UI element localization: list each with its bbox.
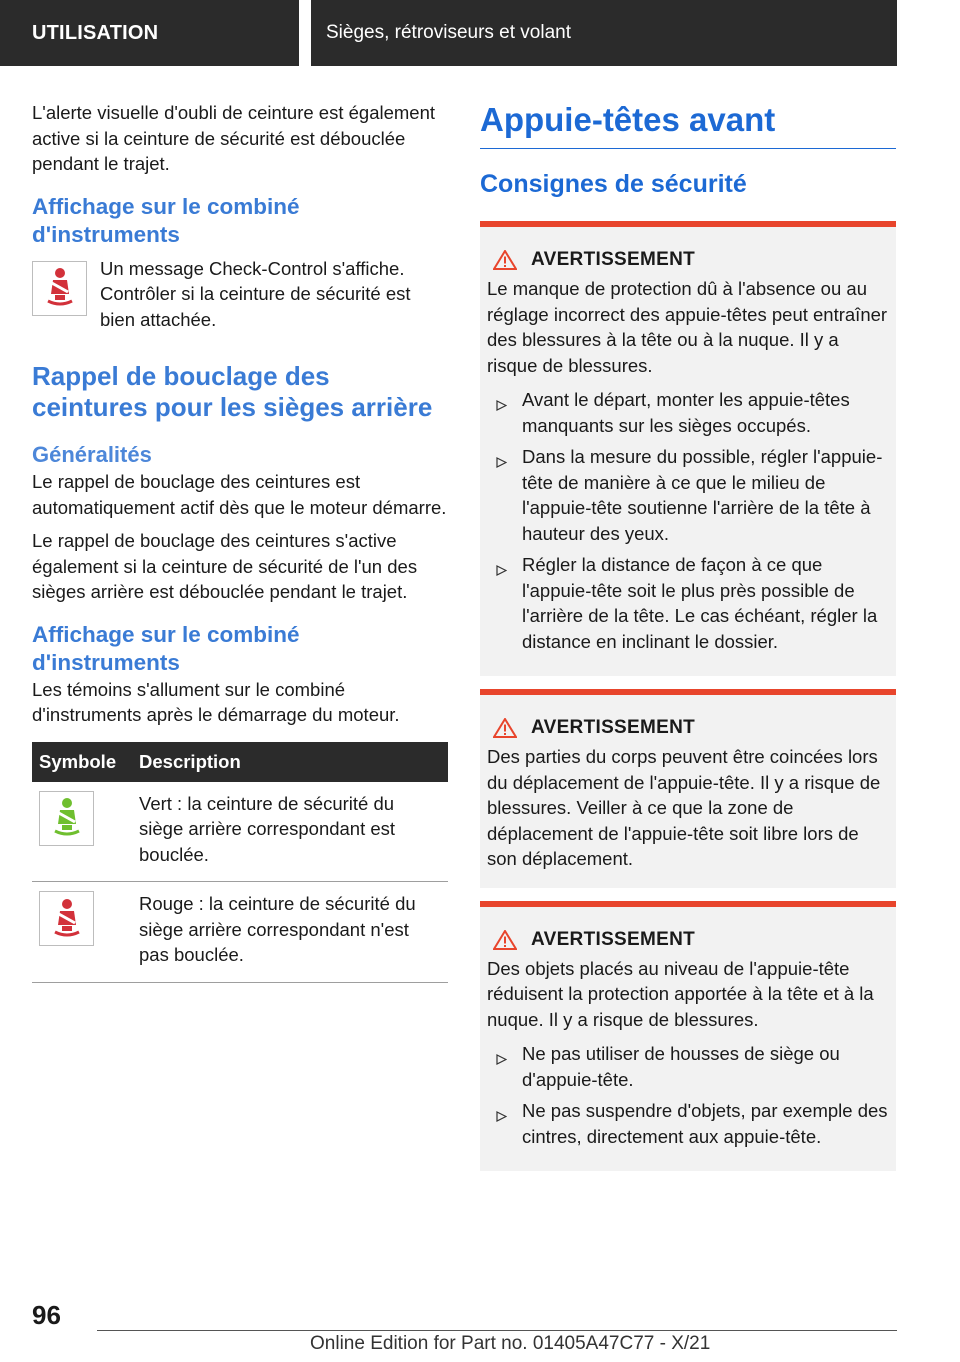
list-item: Ne pas suspendre d'objets, par exemple des cintres, directement aux appuie-tête. bbox=[487, 1098, 889, 1149]
general-paragraph-1: Le rappel de bouclage des ceintures est automatiquement actif dès que le moteur démarre. bbox=[32, 471, 447, 518]
edition-text: Online Edition for Part no. 01405A47C77 - X/21 bbox=[310, 1333, 711, 1354]
seatbelt-green-icon bbox=[39, 791, 94, 846]
seatbelt-red-icon bbox=[39, 891, 94, 946]
warning-text: Le manque de protection dû à l'absence ou au réglage incorrect des appuie-têtes peut entraîner des blessures à la tête ou à la nuque. Il y a risque de blessures. bbox=[487, 278, 888, 376]
symbol-cell bbox=[32, 782, 132, 882]
warning-box-1 bbox=[480, 221, 896, 676]
warning-header bbox=[487, 929, 889, 951]
column-header-symbol: Symbole bbox=[32, 742, 132, 782]
column-header-description: Description bbox=[132, 742, 448, 782]
right-column bbox=[480, 100, 896, 1171]
display-heading-2: Affichage sur le combiné d'instruments bbox=[32, 621, 300, 675]
bullet-triangle-icon bbox=[496, 1046, 507, 1072]
description-cell: Vert : la ceinture de sécurité du siège arrière correspondant est bouclée. bbox=[132, 782, 448, 882]
warning-triangle-icon bbox=[493, 718, 517, 738]
warning-triangle-icon bbox=[493, 250, 517, 270]
warning-triangle-icon bbox=[493, 930, 517, 950]
warning-box-3 bbox=[480, 901, 896, 1172]
left-column bbox=[32, 100, 448, 983]
warning-label: AVERTISSEMENT bbox=[531, 928, 696, 950]
check-control-row bbox=[32, 256, 448, 333]
display-text-2: Les témoins s'allument sur le combiné d'instruments après le démarrage du moteur. bbox=[32, 678, 400, 725]
description-cell: Rouge : la ceinture de sécurité du siège arrière correspondant n'est pas bouclée. bbox=[132, 882, 448, 983]
warning-text: Des parties du corps peuvent être coincées lors du déplacement de l'appuie-tête. Il y a risque de blessures. Veiller à ce que la zone de déplacement de l'appuie-tête soit libre lors de son déplacement. bbox=[487, 746, 881, 869]
table-row bbox=[32, 782, 448, 882]
list-item: Dans la mesure du possible, régler l'appuie-tête de manière à ce que le milieu de l'appuie-tête soutienne l'arrière de la tête à hauteur des yeux. bbox=[487, 444, 889, 546]
general-heading: Généralités bbox=[32, 442, 152, 467]
warning-header bbox=[487, 249, 889, 271]
footer-divider bbox=[97, 1330, 897, 1331]
page-header bbox=[0, 0, 960, 66]
warning-box-2 bbox=[480, 689, 896, 888]
section-subtitle: Consignes de sécurité bbox=[480, 170, 747, 198]
symbol-cell bbox=[32, 882, 132, 983]
table-header-row bbox=[32, 742, 448, 782]
rear-reminder-heading: Rappel de bouclage des ceintures pour les sièges arrière bbox=[32, 361, 433, 422]
bullet-triangle-icon bbox=[496, 392, 507, 418]
warning-header bbox=[487, 717, 889, 739]
warning-label: AVERTISSEMENT bbox=[531, 249, 696, 270]
list-item: Régler la distance de façon à ce que l'appuie-tête soit le plus près possible de l'arrière de la tête. Le cas échéant, régler la distance en inclinant le dossier. bbox=[487, 552, 889, 654]
symbol-table bbox=[32, 742, 448, 983]
bullet-triangle-icon bbox=[496, 1103, 507, 1129]
seatbelt-red-icon bbox=[32, 261, 87, 316]
list-item: Avant le départ, monter les appuie-têtes manquants sur les sièges occupés. bbox=[487, 387, 889, 438]
page-number: 96 bbox=[32, 1300, 61, 1330]
warning-text: Des objets placés au niveau de l'appuie-tête réduisent la protection apportée à la tête et à la nuque. Il y a risque de blessures. bbox=[487, 957, 874, 1030]
list-item: Ne pas utiliser de housses de siège ou d'appuie-tête. bbox=[487, 1041, 889, 1092]
warning-label: AVERTISSEMENT bbox=[531, 717, 696, 738]
chapter-tab: Sièges, rétroviseurs et volant bbox=[311, 0, 897, 66]
intro-paragraph: L'alerte visuelle d'oubli de ceinture est également active si la ceinture de sécurité est débouclée pendant le trajet. bbox=[32, 102, 436, 174]
check-control-text: Un message Check-Control s'affiche. Contrôler si la ceinture de sécurité est bien attachée. bbox=[100, 257, 411, 330]
section-tab: UTILISATION bbox=[0, 0, 299, 66]
title-divider bbox=[480, 148, 896, 149]
table-row bbox=[32, 882, 448, 983]
warning-bullet-list bbox=[487, 1041, 889, 1149]
warning-bullet-list bbox=[487, 387, 889, 654]
page-title: Appuie-têtes avant bbox=[480, 101, 776, 138]
general-paragraph-2: Le rappel de bouclage des ceintures s'active également si la ceinture de sécurité de l'un des sièges arrière est débouclée pendant le trajet. bbox=[32, 530, 418, 602]
display-heading-1: Affichage sur le combiné d'instruments bbox=[32, 193, 300, 247]
bullet-triangle-icon bbox=[496, 449, 507, 475]
bullet-triangle-icon bbox=[496, 557, 507, 583]
